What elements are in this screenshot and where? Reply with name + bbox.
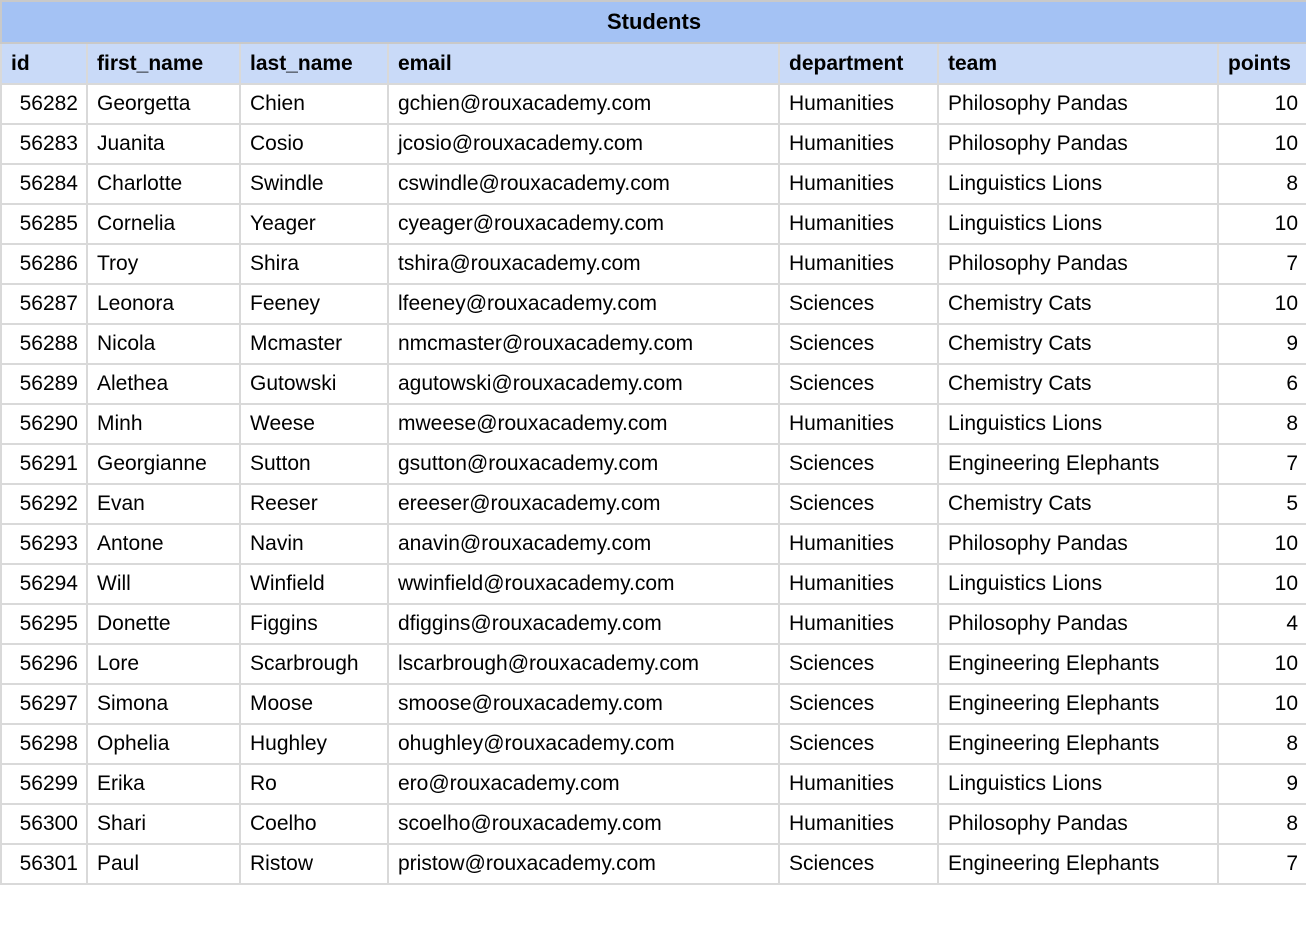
cell-first_name: Minh [87,404,240,444]
cell-first_name: Simona [87,684,240,724]
column-header-email: email [388,43,779,84]
cell-team: Philosophy Pandas [938,124,1218,164]
cell-team: Engineering Elephants [938,644,1218,684]
cell-department: Humanities [779,764,938,804]
cell-points: 10 [1218,564,1306,604]
cell-first_name: Cornelia [87,204,240,244]
cell-team: Engineering Elephants [938,444,1218,484]
cell-team: Engineering Elephants [938,724,1218,764]
cell-team: Engineering Elephants [938,684,1218,724]
cell-email: cswindle@rouxacademy.com [388,164,779,204]
cell-last_name: Scarbrough [240,644,388,684]
cell-email: gchien@rouxacademy.com [388,84,779,124]
column-header-first_name: first_name [87,43,240,84]
cell-last_name: Hughley [240,724,388,764]
cell-email: lscarbrough@rouxacademy.com [388,644,779,684]
column-header-department: department [779,43,938,84]
table-row [1,484,1306,524]
column-header-id: id [1,43,87,84]
cell-id: 56295 [1,604,87,644]
cell-first_name: Lore [87,644,240,684]
table-row [1,364,1306,404]
table-row [1,844,1306,884]
cell-department: Sciences [779,844,938,884]
cell-department: Humanities [779,244,938,284]
table-row [1,404,1306,444]
cell-team: Linguistics Lions [938,564,1218,604]
cell-email: ero@rouxacademy.com [388,764,779,804]
cell-department: Humanities [779,124,938,164]
cell-department: Humanities [779,164,938,204]
cell-last_name: Cosio [240,124,388,164]
cell-last_name: Winfield [240,564,388,604]
cell-id: 56294 [1,564,87,604]
cell-email: anavin@rouxacademy.com [388,524,779,564]
table-title-row [1,1,1306,43]
cell-team: Chemistry Cats [938,284,1218,324]
cell-last_name: Coelho [240,804,388,844]
cell-department: Humanities [779,204,938,244]
cell-first_name: Shari [87,804,240,844]
cell-last_name: Navin [240,524,388,564]
cell-email: nmcmaster@rouxacademy.com [388,324,779,364]
table-row [1,764,1306,804]
cell-points: 10 [1218,644,1306,684]
cell-team: Philosophy Pandas [938,244,1218,284]
table-row [1,804,1306,844]
cell-department: Humanities [779,524,938,564]
cell-first_name: Erika [87,764,240,804]
cell-department: Sciences [779,724,938,764]
cell-points: 8 [1218,724,1306,764]
cell-id: 56283 [1,124,87,164]
cell-points: 7 [1218,844,1306,884]
table-row [1,124,1306,164]
cell-points: 7 [1218,444,1306,484]
cell-first_name: Troy [87,244,240,284]
table-row [1,644,1306,684]
cell-id: 56297 [1,684,87,724]
cell-first_name: Ophelia [87,724,240,764]
cell-id: 56291 [1,444,87,484]
cell-first_name: Nicola [87,324,240,364]
table-row [1,604,1306,644]
table-title: Students [1,1,1306,43]
cell-department: Sciences [779,284,938,324]
table-row [1,244,1306,284]
cell-department: Sciences [779,324,938,364]
cell-email: scoelho@rouxacademy.com [388,804,779,844]
table-row [1,444,1306,484]
cell-email: pristow@rouxacademy.com [388,844,779,884]
cell-email: ereeser@rouxacademy.com [388,484,779,524]
cell-department: Sciences [779,644,938,684]
cell-department: Sciences [779,444,938,484]
table-body [1,84,1306,884]
cell-email: smoose@rouxacademy.com [388,684,779,724]
cell-first_name: Georgianne [87,444,240,484]
cell-first_name: Leonora [87,284,240,324]
cell-last_name: Swindle [240,164,388,204]
cell-id: 56284 [1,164,87,204]
cell-department: Humanities [779,604,938,644]
cell-points: 10 [1218,84,1306,124]
cell-points: 8 [1218,404,1306,444]
cell-email: mweese@rouxacademy.com [388,404,779,444]
cell-first_name: Evan [87,484,240,524]
cell-team: Philosophy Pandas [938,84,1218,124]
table-row [1,284,1306,324]
cell-email: dfiggins@rouxacademy.com [388,604,779,644]
cell-first_name: Will [87,564,240,604]
cell-points: 6 [1218,364,1306,404]
cell-last_name: Moose [240,684,388,724]
cell-last_name: Ro [240,764,388,804]
cell-email: ohughley@rouxacademy.com [388,724,779,764]
cell-id: 56289 [1,364,87,404]
cell-department: Sciences [779,484,938,524]
table-row [1,564,1306,604]
cell-first_name: Juanita [87,124,240,164]
cell-points: 10 [1218,124,1306,164]
cell-id: 56285 [1,204,87,244]
cell-last_name: Sutton [240,444,388,484]
cell-department: Humanities [779,804,938,844]
cell-team: Chemistry Cats [938,324,1218,364]
cell-points: 5 [1218,484,1306,524]
column-header-last_name: last_name [240,43,388,84]
cell-points: 10 [1218,204,1306,244]
cell-first_name: Georgetta [87,84,240,124]
cell-last_name: Reeser [240,484,388,524]
cell-points: 10 [1218,524,1306,564]
cell-id: 56292 [1,484,87,524]
cell-points: 9 [1218,764,1306,804]
cell-email: wwinfield@rouxacademy.com [388,564,779,604]
table-row [1,724,1306,764]
cell-team: Chemistry Cats [938,364,1218,404]
cell-first_name: Charlotte [87,164,240,204]
cell-email: lfeeney@rouxacademy.com [388,284,779,324]
cell-points: 9 [1218,324,1306,364]
cell-email: gsutton@rouxacademy.com [388,444,779,484]
cell-last_name: Feeney [240,284,388,324]
cell-team: Philosophy Pandas [938,604,1218,644]
cell-id: 56282 [1,84,87,124]
table-row [1,684,1306,724]
cell-last_name: Chien [240,84,388,124]
cell-first_name: Donette [87,604,240,644]
table-row [1,84,1306,124]
cell-department: Humanities [779,564,938,604]
table-header-row [1,43,1306,84]
cell-email: agutowski@rouxacademy.com [388,364,779,404]
cell-id: 56293 [1,524,87,564]
cell-last_name: Shira [240,244,388,284]
cell-points: 8 [1218,804,1306,844]
cell-id: 56300 [1,804,87,844]
cell-first_name: Alethea [87,364,240,404]
cell-department: Sciences [779,684,938,724]
cell-department: Sciences [779,364,938,404]
cell-team: Linguistics Lions [938,204,1218,244]
cell-team: Philosophy Pandas [938,804,1218,844]
cell-first_name: Antone [87,524,240,564]
cell-email: cyeager@rouxacademy.com [388,204,779,244]
cell-id: 56288 [1,324,87,364]
table-row [1,164,1306,204]
cell-team: Linguistics Lions [938,404,1218,444]
cell-email: tshira@rouxacademy.com [388,244,779,284]
cell-points: 10 [1218,284,1306,324]
column-header-team: team [938,43,1218,84]
cell-team: Engineering Elephants [938,844,1218,884]
cell-last_name: Yeager [240,204,388,244]
column-header-points: points [1218,43,1306,84]
cell-department: Humanities [779,404,938,444]
cell-id: 56287 [1,284,87,324]
cell-first_name: Paul [87,844,240,884]
cell-points: 4 [1218,604,1306,644]
cell-last_name: Ristow [240,844,388,884]
cell-team: Linguistics Lions [938,164,1218,204]
cell-team: Philosophy Pandas [938,524,1218,564]
cell-id: 56298 [1,724,87,764]
cell-points: 10 [1218,684,1306,724]
cell-id: 56290 [1,404,87,444]
table-row [1,204,1306,244]
cell-points: 8 [1218,164,1306,204]
cell-department: Humanities [779,84,938,124]
cell-email: jcosio@rouxacademy.com [388,124,779,164]
cell-id: 56301 [1,844,87,884]
cell-last_name: Gutowski [240,364,388,404]
cell-last_name: Mcmaster [240,324,388,364]
cell-team: Linguistics Lions [938,764,1218,804]
cell-last_name: Weese [240,404,388,444]
cell-id: 56296 [1,644,87,684]
table-row [1,524,1306,564]
table-row [1,324,1306,364]
cell-id: 56286 [1,244,87,284]
cell-points: 7 [1218,244,1306,284]
cell-last_name: Figgins [240,604,388,644]
cell-id: 56299 [1,764,87,804]
cell-team: Chemistry Cats [938,484,1218,524]
